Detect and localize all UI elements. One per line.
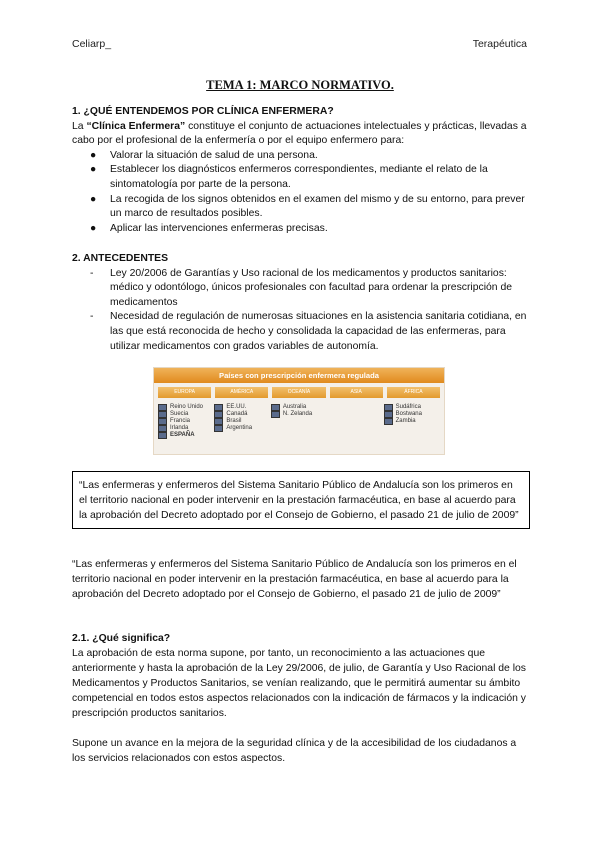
list-item-text: Valorar la situación de salud de una persona.	[110, 149, 318, 161]
header-left: Celiarp_	[72, 38, 112, 50]
list-item-text: La recogida de los signos obtenidos en el examen del mismo y de su entorno, para prever un marco de resultados posibles.	[110, 193, 525, 220]
country-name: Suecia	[170, 411, 189, 417]
section-1-intro	[72, 120, 530, 149]
section-2-list	[72, 267, 530, 355]
country-name: Francia	[170, 418, 191, 424]
flag-icon	[384, 411, 393, 418]
figure-column-asia	[327, 404, 383, 439]
flag-icon	[158, 404, 167, 411]
dash-marker: -	[90, 311, 94, 323]
flag-icon	[271, 404, 280, 411]
flag-icon	[384, 404, 393, 411]
flag-icon	[214, 425, 223, 432]
section-1-bullets	[72, 149, 530, 237]
country-item	[384, 404, 440, 411]
country-name: Zambia	[395, 418, 416, 424]
bullet-marker: ●	[90, 149, 97, 161]
country-item	[214, 418, 270, 425]
list-item-text: Aplicar las intervenciones enfermeras precisas.	[110, 222, 328, 234]
country-item	[214, 411, 270, 418]
section-2-1-paragraph-2: Supone un avance en la mejora de la seguridad clínica y de la accesibilidad de los ciudadanos a los servicios relacionados con estos aspectos.	[72, 738, 517, 764]
page-title: TEMA 1: MARCO NORMATIVO.	[206, 78, 394, 92]
intro-bold: “Clínica Enfermera”	[86, 120, 186, 132]
flag-icon	[158, 418, 167, 425]
section-1-heading: 1. ¿QUÉ ENTENDEMOS POR CLÍNICA ENFERMERA?	[72, 106, 334, 117]
header-right: Terapéutica	[472, 38, 527, 50]
figure-column-europa	[158, 404, 214, 439]
country-name: ESPAÑA	[170, 432, 195, 438]
paragraph-spacer	[72, 721, 530, 736]
flag-icon	[158, 425, 167, 432]
bullet-marker: ●	[90, 164, 97, 176]
list-item-text: Ley 20/2006 de Garantías y Uso racional de los medicamentos y productos sanitarios: médico y odontólogo, únicos profesionales con facultad para ordenar la prescripción de medicamentos	[110, 267, 513, 308]
section-1	[72, 105, 530, 236]
country-name: Irlanda	[170, 425, 189, 431]
section-2-heading: 2. ANTECEDENTES	[72, 253, 169, 264]
figure-column-oceania	[271, 404, 327, 439]
figure-tab: ASIA	[330, 387, 383, 398]
figure-tab: AMÉRICA	[215, 387, 268, 398]
flag-icon	[214, 411, 223, 418]
country-name: EE.UU.	[226, 404, 247, 410]
figure-title: Países con prescripción enfermera regulada	[154, 368, 444, 383]
country-name: Canadá	[226, 411, 248, 417]
countries-figure	[153, 367, 445, 455]
list-item-text: Establecer los diagnósticos enfermeros correspondientes, mediante el relato de la sintomatología por parte de la persona.	[110, 164, 488, 190]
country-name: Bostwana	[395, 411, 422, 417]
dash-marker: -	[90, 267, 94, 279]
country-item	[271, 404, 327, 411]
country-item	[158, 411, 214, 418]
quote-plain: “Las enfermeras y enfermeros del Sistema Sanitario Público de Andalucía son los primeros en el territorio nacional en poder intervenir en la prestación farmacéutica, en base al acuerdo para la aprobación del Decreto adoptado por el Consejo de Gobierno, el pasado 21 de julio de 2009”	[72, 559, 517, 600]
section-2-1	[72, 631, 530, 766]
list-item	[72, 149, 530, 164]
list-item	[72, 222, 530, 237]
flag-icon	[384, 418, 393, 425]
country-name: Sudáfrica	[395, 404, 421, 410]
country-item	[271, 411, 327, 418]
figure-column-africa	[384, 404, 440, 439]
country-name: Australia	[282, 404, 307, 410]
country-item	[158, 404, 214, 411]
country-item	[158, 418, 214, 425]
figure-column-america	[214, 404, 270, 439]
country-item	[214, 425, 270, 432]
flag-icon	[271, 411, 280, 418]
list-item	[72, 310, 530, 354]
country-item	[384, 418, 440, 425]
flag-icon	[214, 418, 223, 425]
figure-columns	[154, 400, 444, 439]
flag-icon	[158, 411, 167, 418]
country-item	[158, 425, 214, 432]
quote-box: “Las enfermeras y enfermeros del Sistema Sanitario Público de Andalucía son los primeros en el territorio nacional en poder intervenir en la prestación farmacéutica, en base al acuerdo para la aprobación del Decreto adoptado por el Consejo de Gobierno, el pasado 21 de julio de 2009”	[72, 471, 530, 529]
list-item	[72, 267, 530, 311]
figure-tab: EUROPA	[158, 387, 211, 398]
list-item-text: Necesidad de regulación de numerosas situaciones en la asistencia sanitaria cotidiana, en las que está reconocida de hecho y consolidada la capacidad de las enfermeras, para utilizar medicamentos con grados variables de autonomía.	[110, 311, 527, 352]
intro-prefix: La	[72, 120, 87, 132]
country-item	[158, 432, 214, 439]
list-item	[72, 163, 530, 192]
country-name: N. Zelanda	[282, 411, 313, 417]
figure-tab: OCEANÍA	[272, 387, 325, 398]
flag-icon	[214, 404, 223, 411]
country-item	[384, 411, 440, 418]
section-2-1-paragraph-1: La aprobación de esta norma supone, por tanto, un reconocimiento a las actuaciones que anteriormente y hasta la aprobación de la Ley 29/2006, de julio, de Garantía y Uso Racional de los Medicamentos y Productos Sanitarios, se venían realizando, que le permitirá aumentar su ámbito competencial en todos estos aspectos relacionados con la indicación de fármacos y la indicación y prescripción productos sanitarios.	[72, 648, 527, 719]
flag-icon	[158, 432, 167, 439]
bullet-marker: ●	[90, 193, 97, 205]
country-item	[214, 404, 270, 411]
list-item	[72, 193, 530, 222]
country-name: Argentina	[226, 425, 253, 431]
figure-tabs	[154, 383, 444, 400]
figure-tab: ÁFRICA	[387, 387, 440, 398]
section-2	[72, 252, 530, 354]
bullet-marker: ●	[90, 222, 97, 234]
country-name: Brasil	[226, 418, 242, 424]
section-2-1-heading: 2.1. ¿Qué significa?	[72, 633, 171, 644]
country-name: Reino Unido	[170, 404, 204, 410]
intro-rest: constituye el conjunto de actuaciones intelectuales y prácticas, llevadas a cabo por el profesional de la enfermería o por el equipo enfermero para:	[72, 120, 527, 147]
